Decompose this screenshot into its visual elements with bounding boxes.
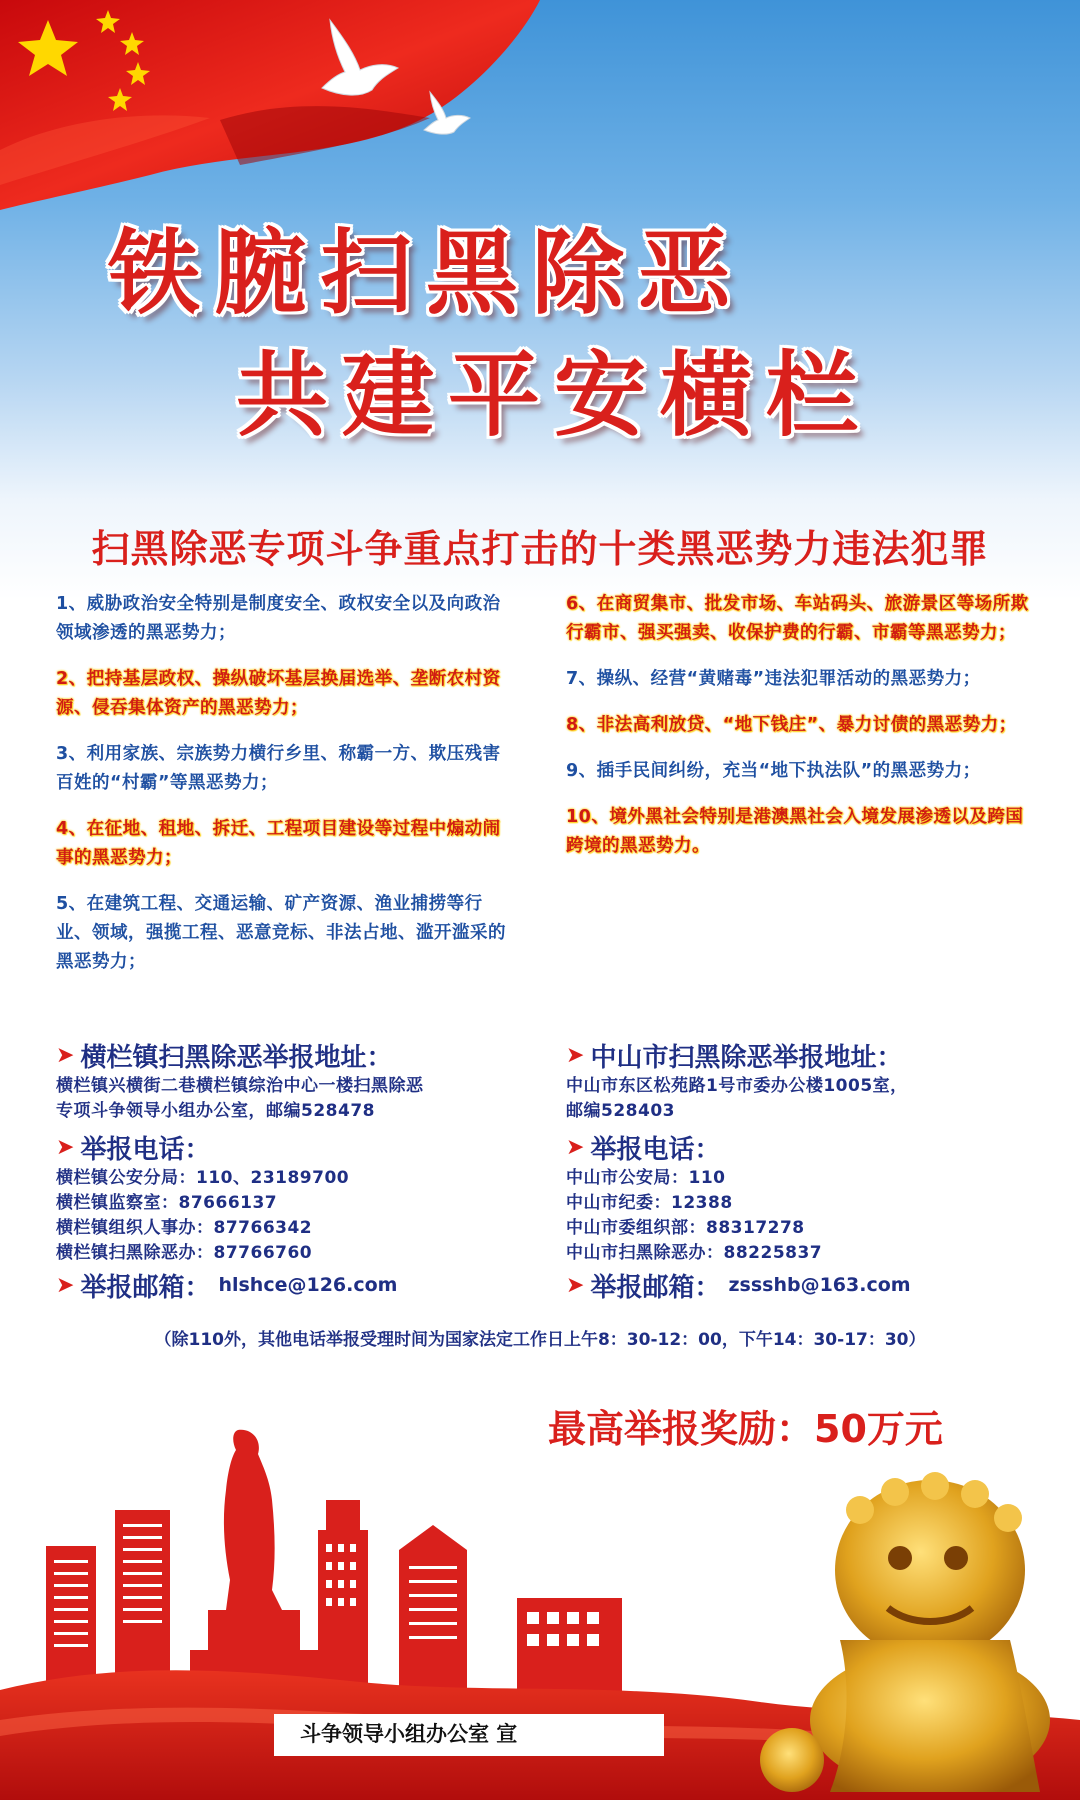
address-heading-label: 横栏镇扫黑除恶举报地址： bbox=[80, 1042, 393, 1073]
arrow-right-icon: ➤ bbox=[56, 1042, 75, 1068]
arrow-right-icon: ➤ bbox=[566, 1134, 585, 1160]
contact-block-hengla bbox=[56, 1036, 526, 1304]
address-line: 邮编528403 bbox=[566, 1101, 675, 1121]
arrow-right-icon: ➤ bbox=[566, 1272, 585, 1298]
email-address[interactable]: hlshce@126.com bbox=[218, 1274, 398, 1296]
email-heading-label: 举报邮箱： bbox=[80, 1272, 211, 1303]
contact-block-zhongshan bbox=[566, 1036, 1036, 1304]
crime-item-8: 8、非法高利放贷、“地下钱庄”、暴力讨债的黑恶势力； bbox=[566, 715, 1017, 735]
footer-issuer: 斗争领导小组办公室 宣 bbox=[300, 1722, 518, 1746]
phone-line: 中山市委组织部：88317278 bbox=[566, 1218, 805, 1238]
crime-item-4: 4、在征地、租地、拆迁、工程项目建设等过程中煽动闹事的黑恶势力； bbox=[56, 819, 501, 868]
crime-item-1: 1、威胁政治安全特别是制度安全、政权安全以及向政治领域渗透的黑恶势力； bbox=[56, 594, 501, 643]
arrow-right-icon: ➤ bbox=[56, 1134, 75, 1160]
stone-lion-icon bbox=[760, 1472, 1050, 1792]
crime-list-right bbox=[566, 590, 1036, 878]
reward-amount: 最高举报奖励：50万元 bbox=[548, 1407, 943, 1451]
phone-line: 中山市扫黑除恶办：88225837 bbox=[566, 1243, 823, 1263]
phone-line: 中山市纪委：12388 bbox=[566, 1193, 733, 1213]
arrow-right-icon: ➤ bbox=[566, 1042, 585, 1068]
phone-heading-label: 举报电话： bbox=[590, 1134, 721, 1165]
address-heading bbox=[566, 1036, 1036, 1074]
phone-heading-label: 举报电话： bbox=[80, 1134, 211, 1165]
crime-item-9: 9、插手民间纠纷，充当“地下执法队”的黑恶势力； bbox=[566, 761, 981, 781]
email-heading bbox=[566, 1266, 1036, 1304]
flag-cloth bbox=[0, 0, 540, 210]
address-heading bbox=[56, 1036, 526, 1074]
address-line: 横栏镇兴横街二巷横栏镇综治中心一楼扫黑除恶 bbox=[56, 1076, 424, 1096]
phone-heading bbox=[56, 1128, 526, 1166]
crime-item-10: 10、境外黑社会特别是港澳黑社会入境发展渗透以及跨国跨境的黑恶势力。 bbox=[566, 807, 1024, 856]
phone-line: 横栏镇组织人事办：87766342 bbox=[56, 1218, 313, 1238]
main-title-line-2: 共建平安横栏 bbox=[236, 342, 873, 449]
email-address[interactable]: zssshb@163.com bbox=[728, 1274, 911, 1296]
main-title-line-1: 铁腕扫黑除恶 bbox=[108, 220, 745, 327]
crime-item-6: 6、在商贸集市、批发市场、车站码头、旅游景区等场所欺行霸市、强买强卖、收保护费的行霸、市霸等黑恶势力； bbox=[566, 594, 1029, 643]
crime-item-2: 2、把持基层政权、操纵破坏基层换届选举、垄断农村资源、侵吞集体资产的黑恶势力； bbox=[56, 669, 501, 718]
address-heading-label: 中山市扫黑除恶举报地址： bbox=[590, 1042, 903, 1073]
crime-item-7: 7、操纵、经营“黄赌毒”违法犯罪活动的黑恶势力； bbox=[566, 669, 981, 689]
list-heading: 扫黑除恶专项斗争重点打击的十类黑恶势力违法犯罪 bbox=[91, 527, 989, 571]
flag-fold bbox=[220, 106, 430, 165]
phone-line: 中山市公安局：110 bbox=[566, 1168, 726, 1188]
crime-item-3: 3、利用家族、宗族势力横行乡里、称霸一方、欺压残害百姓的“村霸”等黑恶势力； bbox=[56, 744, 501, 793]
address-line: 中山市东区松苑路1号市委办公楼1005室， bbox=[566, 1076, 908, 1096]
phone-line: 横栏镇公安分局：110、23189700 bbox=[56, 1168, 350, 1188]
email-heading bbox=[56, 1266, 526, 1304]
arrow-right-icon: ➤ bbox=[56, 1272, 75, 1298]
service-hours-note: （除110外，其他电话举报受理时间为国家法定工作日上午8：30-12：00，下午14：30-17：30） bbox=[154, 1330, 926, 1350]
email-heading-label: 举报邮箱： bbox=[590, 1272, 721, 1303]
phone-line: 横栏镇扫黑除恶办：87766760 bbox=[56, 1243, 313, 1263]
phone-heading bbox=[566, 1128, 1036, 1166]
crime-list-left bbox=[56, 590, 518, 994]
phone-line: 横栏镇监察室：87666137 bbox=[56, 1193, 278, 1213]
address-line: 专项斗争领导小组办公室，邮编528478 bbox=[56, 1101, 375, 1121]
crime-item-5: 5、在建筑工程、交通运输、矿产资源、渔业捕捞等行业、领域，强揽工程、恶意竞标、非法占地、滥开滥采的黑恶势力； bbox=[56, 894, 506, 972]
